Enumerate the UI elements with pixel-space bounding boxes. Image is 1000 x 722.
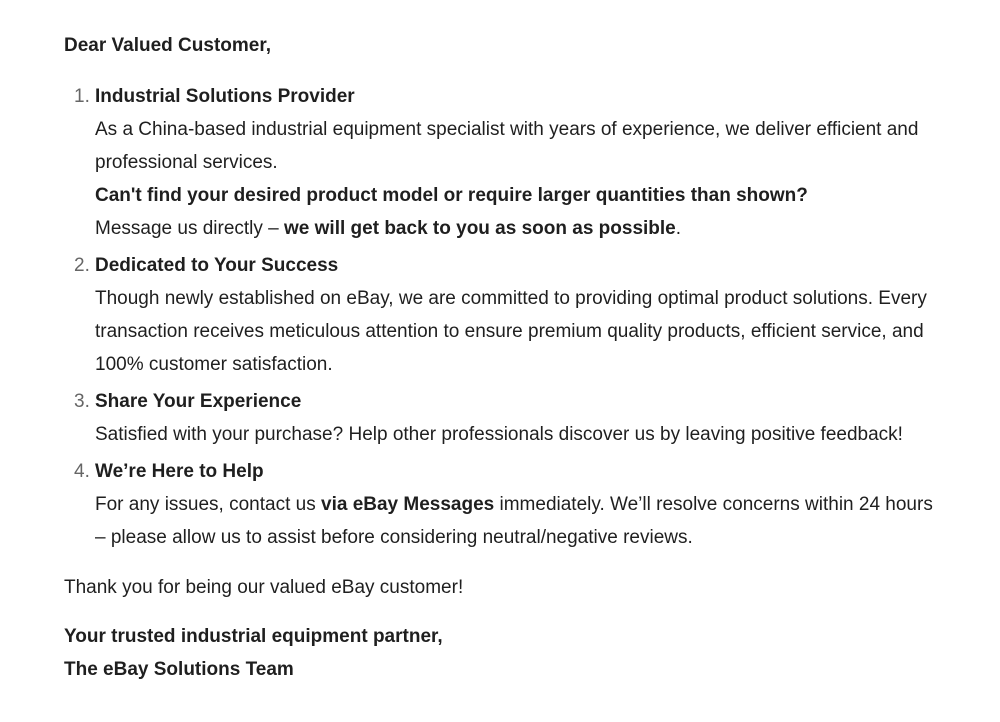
message-emphasis: we will get back to you as soon as possible (284, 218, 676, 239)
section-heading: Share Your Experience (95, 391, 302, 412)
signature-line-2: The eBay Solutions Team (64, 659, 294, 680)
signature-line-1: Your trusted industrial equipment partner, (64, 626, 443, 647)
list-number: 1. (74, 86, 90, 107)
body-emphasis: via eBay Messages (321, 494, 495, 515)
list-item (64, 455, 936, 554)
section-heading: Dedicated to Your Success (95, 255, 339, 276)
section-body: As a China-based industrial equipment specialist with years of experience, we deliver efficient and professional services. (95, 119, 919, 173)
body-prefix: For any issues, contact us (95, 494, 321, 515)
list-number: 2. (74, 255, 90, 276)
message-prefix: Message us directly – (95, 218, 285, 239)
section-body (95, 488, 936, 554)
section-callout: Can't find your desired product model or require larger quantities than shown? (95, 185, 808, 206)
greeting: Dear Valued Customer, (64, 35, 271, 56)
closing-line: Thank you for being our valued eBay customer! (64, 577, 464, 598)
list-number: 4. (74, 461, 90, 482)
message-suffix: . (675, 218, 682, 239)
section-message (95, 212, 936, 245)
list-item (64, 80, 936, 245)
list-number: 3. (74, 391, 90, 412)
section-body: Though newly established on eBay, we are committed to providing optimal product solutions. Every transaction receives meticulous attention to ensure premium quality products, efficient service, and 100% customer satisfaction. (95, 288, 927, 375)
list-item (64, 385, 936, 451)
sections-list (64, 80, 936, 554)
section-body: Satisfied with your purchase? Help other professionals discover us by leaving positive feedback! (95, 424, 903, 445)
section-heading: Industrial Solutions Provider (95, 86, 355, 107)
body-suffix: immediately. We’ll resolve concerns within 24 hours – please allow us to assist before considering neutral/negative reviews. (95, 494, 933, 548)
section-heading: We’re Here to Help (95, 461, 264, 482)
list-item (64, 249, 936, 381)
